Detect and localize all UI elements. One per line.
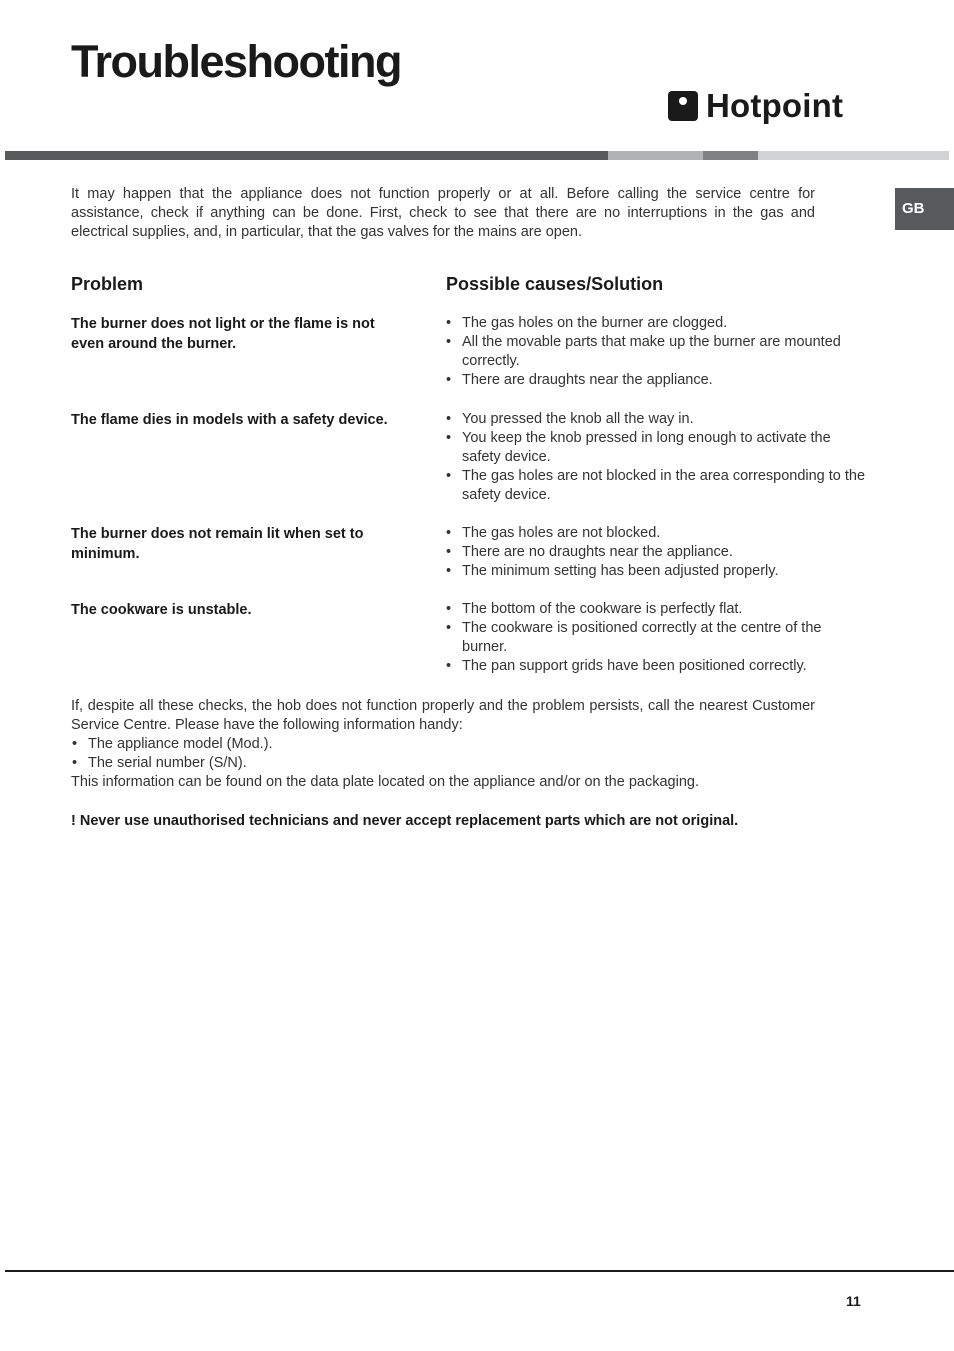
closing-footer-text: This information can be found on the data plate located on the appliance and/or on the packaging. xyxy=(71,774,699,790)
brand-name: Hotpoint xyxy=(706,87,844,124)
cause-item: • The bottom of the cookware is perfectly flat. xyxy=(446,600,866,619)
brand-logo xyxy=(668,86,843,126)
language-tab: GB xyxy=(895,188,954,230)
closing-paragraph: If, despite all these checks, the hob does not function properly and the problem persists, call the nearest Customer Service Centre. Please have the following information handy: xyxy=(71,698,815,733)
info-item: • The appliance model (Mod.). xyxy=(71,735,815,754)
header-stripe-light xyxy=(608,151,703,160)
page-number: 11 xyxy=(846,1293,861,1309)
cause-item: • The gas holes are not blocked. xyxy=(446,524,866,543)
causes-list xyxy=(446,524,866,581)
page-title: Troubleshooting xyxy=(71,36,401,87)
causes-list xyxy=(446,410,866,505)
cause-item: • The minimum setting has been adjusted properly. xyxy=(446,562,866,581)
problem-text: The flame dies in models with a safety device. xyxy=(71,412,388,428)
causes-list xyxy=(446,314,866,390)
footer-rule xyxy=(5,1270,954,1272)
cause-item: • The cookware is positioned correctly at the centre of the burner. xyxy=(446,619,866,657)
cause-item: • The pan support grids have been positioned correctly. xyxy=(446,657,866,676)
causes-list xyxy=(446,600,866,676)
intro-paragraph: It may happen that the appliance does not function properly or at all. Before calling the service centre for assistance, check if anything can be done. First, check to see that there are no interruptions in the gas and electrical supplies, and, in particular, that the gas valves for the mains are open. xyxy=(71,186,815,240)
info-item: • The serial number (S/N). xyxy=(71,754,815,773)
cause-item: • There are no draughts near the appliance. xyxy=(446,543,866,562)
header-stripe-mid xyxy=(703,151,758,160)
cause-item: • You pressed the knob all the way in. xyxy=(446,410,866,429)
cause-item: • The gas holes on the burner are clogged. xyxy=(446,314,866,333)
cause-item: • You keep the knob pressed in long enough to activate the safety device. xyxy=(446,429,866,467)
cause-item: • There are draughts near the appliance. xyxy=(446,371,866,390)
header-stripe-dark xyxy=(5,151,608,160)
info-list xyxy=(71,735,815,773)
hotpoint-logo-icon xyxy=(668,91,698,121)
warning-note: ! Never use unauthorised technicians and never accept replacement parts which are not original. xyxy=(71,813,739,829)
problem-text: The burner does not light or the flame is not even around the burner. xyxy=(71,316,375,352)
solution-column-heading: Possible causes/Solution xyxy=(446,274,664,294)
problem-column-heading: Problem xyxy=(71,274,144,294)
cause-item: • The gas holes are not blocked in the area corresponding to the safety device. xyxy=(446,467,866,505)
problem-text: The cookware is unstable. xyxy=(71,602,252,618)
cause-item: • All the movable parts that make up the burner are mounted correctly. xyxy=(446,333,866,371)
closing-section xyxy=(71,697,815,792)
problem-text: The burner does not remain lit when set to minimum. xyxy=(71,526,364,562)
header-stripe-pale xyxy=(758,151,949,160)
